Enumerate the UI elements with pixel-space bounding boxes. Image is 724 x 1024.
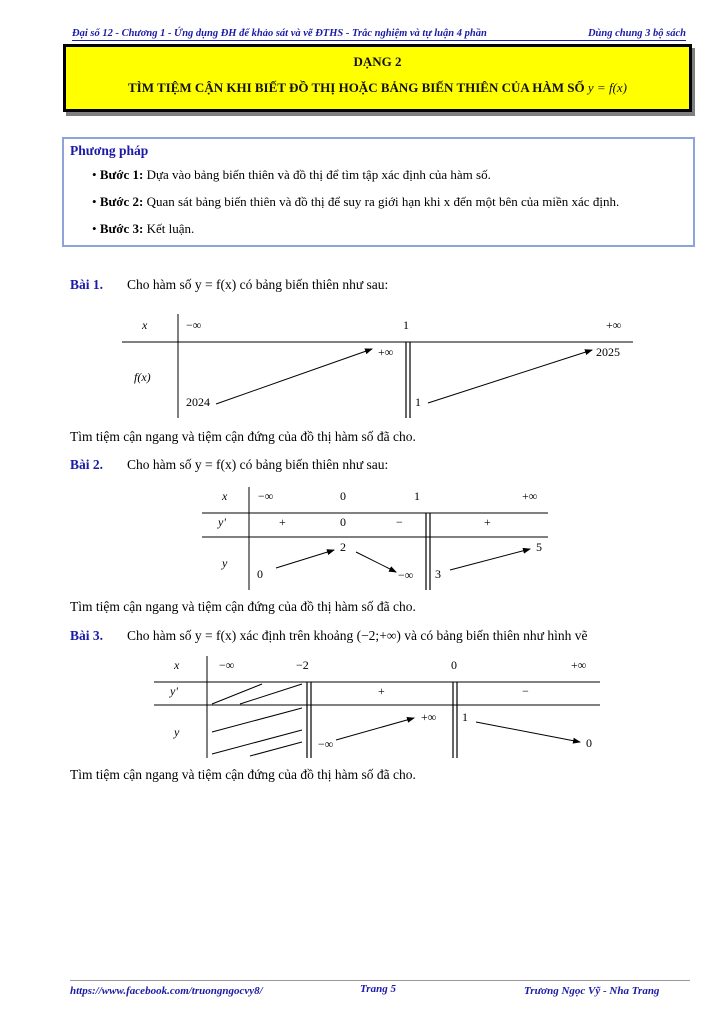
- table-1-x-value: −∞: [186, 318, 202, 332]
- table-3-yp-sign: +: [378, 684, 385, 698]
- footer-divider: [70, 980, 690, 981]
- table-3-hatched-region: [212, 684, 302, 756]
- hatch-line: [240, 684, 302, 704]
- table-3-x-value: −2: [296, 658, 309, 672]
- exercise-3-intro: [127, 628, 587, 644]
- exercise-3-label: Bài 3.: [70, 628, 104, 643]
- hatch-line: [212, 684, 262, 704]
- title-text: TÌM TIỆM CẬN KHI BIẾT ĐỒ THỊ HOẶC BẢNG BIẾN THIÊN CỦA HÀM SỐ: [128, 80, 585, 95]
- exercise-3-question: Tìm tiệm cận ngang và tiệm cận đứng của đồ thị hàm số đã cho.: [70, 767, 416, 782]
- table-3: [154, 656, 600, 758]
- table-3-row-yp: y': [170, 684, 178, 698]
- table-3-yp-sign: −: [522, 684, 529, 698]
- table-2-yp-sign: +: [484, 515, 491, 529]
- table-2-y-value: −∞: [398, 568, 414, 582]
- footer-link[interactable]: https://www.facebook.com/truongngocvy8/: [70, 985, 263, 997]
- table-2-yp-sign: −: [396, 515, 403, 529]
- table-2-y-value: 5: [536, 540, 542, 554]
- header-left: Đại số 12 - Chương 1 - Ứng dụng ĐH để khảo sát và vẽ ĐTHS - Trắc nghiệm và tự luận 4 phần: [72, 28, 487, 39]
- table-1-f-value: 2024: [186, 395, 210, 409]
- exercise-1-question: Tìm tiệm cận ngang và tiệm cận đứng của đồ thị hàm số đã cho.: [70, 429, 416, 444]
- table-2-arrow-decreasing: [356, 552, 396, 572]
- step-label: Bước 3:: [99, 221, 144, 236]
- table-1-row-x: x: [142, 318, 148, 332]
- table-2-yp-sign: +: [279, 515, 286, 529]
- table-2-row-y: y: [222, 556, 228, 570]
- table-2-y-value: 3: [435, 567, 441, 581]
- table-2-arrow-increasing: [450, 549, 530, 570]
- table-1-f-value: 1: [415, 395, 421, 409]
- hatch-line: [250, 742, 302, 756]
- table-3-x-value: −∞: [219, 658, 235, 672]
- step-label: Bước 2:: [99, 194, 144, 209]
- table-1-arrow-increasing: [216, 349, 372, 404]
- table-1: [122, 314, 633, 418]
- table-3-x-value: +∞: [571, 658, 587, 672]
- header-right: Dùng chung 3 bộ sách: [587, 28, 686, 39]
- step-label: Bước 1:: [99, 167, 144, 182]
- table-2-row-yp: y': [218, 515, 226, 529]
- table-3-y-value: +∞: [421, 710, 437, 724]
- exercise-1-label: Bài 1.: [70, 277, 104, 292]
- step-text: Dựa vào bảng biến thiên và đồ thị để tìm tập xác định của hàm số.: [146, 167, 491, 182]
- table-1-f-value: +∞: [378, 345, 394, 359]
- hatch-line: [212, 730, 302, 754]
- table-3-arrow-increasing: [336, 718, 414, 740]
- table-3-y-value: 0: [586, 736, 592, 750]
- footer-page-number: Trang 5: [360, 983, 396, 995]
- step-text: Kết luận.: [146, 221, 195, 236]
- exercise-2-question: Tìm tiệm cận ngang và tiệm cận đứng của đồ thị hàm số đã cho.: [70, 599, 416, 614]
- table-2-x-value: −∞: [258, 489, 274, 503]
- method-title: Phương pháp: [70, 143, 149, 158]
- table-2-arrow-increasing: [276, 550, 334, 568]
- method-step-2: • Bước 2: Quan sát bảng biến thiên và đồ thị để suy ra giới hạn khi x đến một bên của miền xác định.: [92, 194, 620, 209]
- table-2-x-value: +∞: [522, 489, 538, 503]
- method-step-1: • Bước 1: Dựa vào bảng biến thiên và đồ thị để tìm tập xác định của hàm số.: [92, 167, 491, 182]
- title-line1: DẠNG 2: [353, 54, 402, 69]
- hatch-line: [212, 708, 302, 732]
- exercise-2-intro: Cho hàm số y = f(x) có bảng biến thiên như sau:: [127, 457, 389, 472]
- table-3-y-value: 1: [462, 710, 468, 724]
- table-3-x-value: 0: [451, 658, 457, 672]
- table-2-y-value: 2: [340, 540, 346, 554]
- exercise-3-intro-b: và có bảng biến thiên như hình vẽ: [404, 628, 588, 643]
- table-2-row-x: x: [222, 489, 228, 503]
- table-1-row-f: f(x): [134, 370, 151, 384]
- step-text: Quan sát bảng biến thiên và đồ thị để suy ra giới hạn khi x đến một bên của miền xác định.: [146, 194, 620, 209]
- method-step-3: • Bước 3: Kết luận.: [92, 221, 195, 236]
- exercise-2-label: Bài 2.: [70, 457, 104, 472]
- table-1-arrow-increasing: [428, 350, 592, 403]
- table-2-x-value: 1: [414, 489, 420, 503]
- table-1-x-value: 1: [403, 318, 409, 332]
- exercise-1-intro: Cho hàm số y = f(x) có bảng biến thiên như sau:: [127, 277, 389, 292]
- table-3-arrow-decreasing: [476, 722, 580, 742]
- table-2: [202, 487, 548, 590]
- table-2-y-value: 0: [257, 567, 263, 581]
- table-1-x-value: +∞: [606, 318, 622, 332]
- table-1-f-value: 2025: [596, 345, 620, 359]
- footer-author: Trương Ngọc Vỹ - Nha Trang: [524, 985, 660, 997]
- exercise-3-intro-a: Cho hàm số y = f(x) xác định trên khoảng: [127, 628, 354, 643]
- table-2-yp-zero: 0: [340, 515, 346, 529]
- table-2-x-value: 0: [340, 489, 346, 503]
- title-formula: y = f(x): [587, 80, 627, 95]
- exercise-3-interval: (−2;+∞): [356, 628, 401, 643]
- table-3-y-value: −∞: [318, 737, 334, 751]
- table-3-row-x: x: [174, 658, 180, 672]
- table-3-row-y: y: [174, 725, 180, 739]
